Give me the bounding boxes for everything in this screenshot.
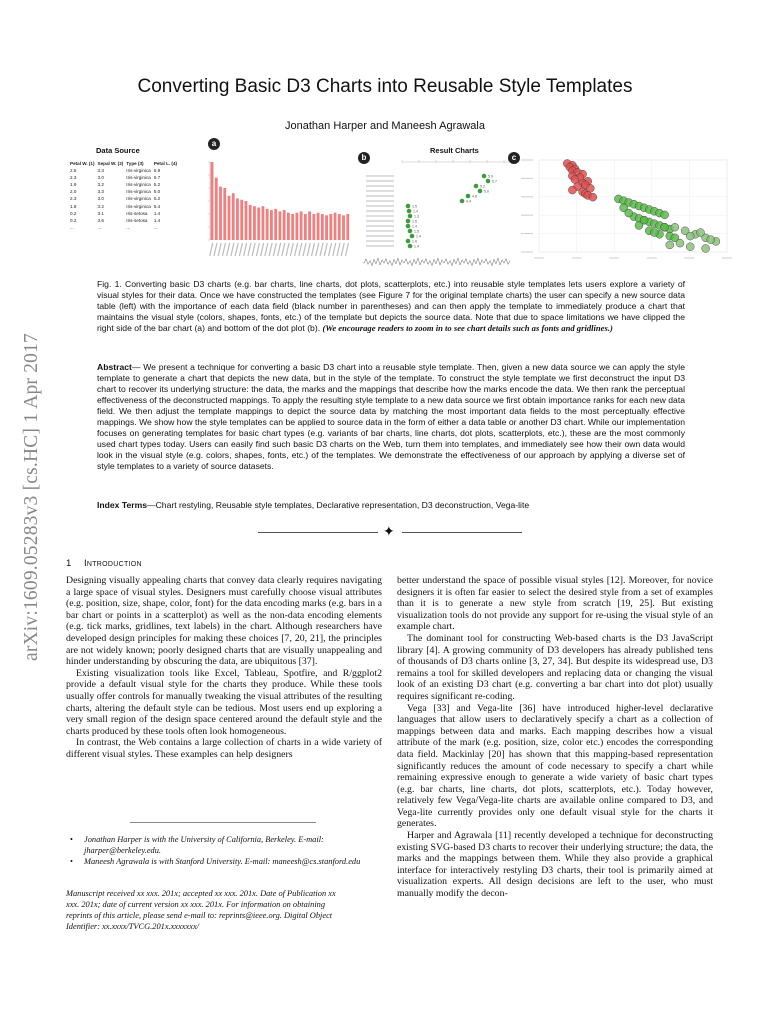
paragraph: better understand the space of possible visual styles [12]. Moreover, for novice designers it is often far easier to select the desired style from a set of examples than it is to generate a new style from scratch [19, 25]. But existing visualization tools do not provide any support for re-using the visual style of an example chart. xyxy=(397,575,713,633)
footnote-bullet-1 xyxy=(70,834,380,856)
scatter-point-setosa xyxy=(571,175,579,183)
table-row xyxy=(70,167,180,174)
scatter-point-virginica xyxy=(686,232,694,240)
table-cell: 3.3 xyxy=(97,168,104,174)
abstract xyxy=(97,362,685,472)
index-terms-label: Index Terms xyxy=(97,500,147,510)
bar-tick-label-mark xyxy=(316,243,319,256)
bar-tick-label-mark xyxy=(324,243,327,256)
separator-line-left xyxy=(258,532,378,533)
bar xyxy=(304,214,307,240)
table-cell: 2.5 xyxy=(70,168,77,174)
table-cell: 5.7 xyxy=(153,175,161,181)
bar-tick-label-mark xyxy=(345,243,348,256)
paragraph: In contrast, the Web contains a large collection of charts in a wide variety of different visual styles. These examples can help designers xyxy=(66,737,382,760)
section-title: Introduction xyxy=(83,558,142,569)
paragraph: Designing visually appealing charts that convey data clearly requires navigating a large space of visual styles. Designers must carefully choose visual attributes (e.g. position, size, shape, color, font) for the data encoding marks (e.g. bars in a bar chart or points in a scatterplot) as well as the non-data encoding elements (e.g. tick marks, gridlines, text labels) in the chart. Although researchers have developed design principles for making these choices [7, 20, 21], the principles are not widely known; poorly designed charts that are visually unappealing and hinder understanding by obscuring the data, are ubiquitous [37]. xyxy=(66,575,382,668)
badge-a: a xyxy=(208,138,220,150)
paragraph: Vega [33] and Vega-lite [36] have introduced higher-level declarative languages that allow users to declaratively specify a chart as a collection of mappings between data and marks. Each mapping describes how a visual attribute of the mark (e.g. position, size, color etc.) encodes the corresponding data field. Mackinlay [20] has shown that this mapping-based representation significantly reduces the amount of code necessary to specify a chart while remaining expressive enough to generate a wide variety of basic chart types (e.g. bar charts, line charts, dot plots, scatterplots, etc.). Today however, relatively few Vega/Vega-lite charts are available online compared to D3, and Vega-lite currently provides only one default visual style for the charts it generates. xyxy=(397,702,713,830)
dot xyxy=(486,179,491,184)
bar-tick-label-mark xyxy=(320,243,323,256)
table-header-row xyxy=(70,160,180,167)
table-cell: 2.0 xyxy=(70,189,77,195)
bar xyxy=(262,206,265,240)
manuscript-note: Manuscript received xx xxx. 201x; accepted xx xxx. 201x. Date of Publication xx xxx. 201x; date of current version xx xxx. 201x. For information on obtaining reprints of this article, please send e-mail to: reprints@ieee.org. Digital Object Identifier: xx.xxxx/TVCG.201x.xxxxxxx/ xyxy=(66,889,336,931)
table-row xyxy=(70,203,180,210)
scatter-point-versicolor xyxy=(625,209,633,217)
table-cell: Iris-virginica xyxy=(126,189,151,195)
abstract-label: Abstract xyxy=(97,362,132,372)
bar-tick-label-mark xyxy=(282,243,285,256)
table-cell: Iris-virginica xyxy=(126,182,151,188)
index-terms-text: —Chart restyling, Reusable style templates, Declarative representation, D3 deconstruction, Vega-lite xyxy=(147,500,530,510)
bar-tick-label-mark xyxy=(295,243,298,256)
scatter-point-virginica xyxy=(671,223,679,231)
data-source-label: Data Source xyxy=(96,146,140,155)
bar-tick-label-mark xyxy=(278,243,281,256)
footnote-text: Maneesh Agrawala is with Stanford University. E-mail: maneesh@cs.stanford.edu xyxy=(84,857,361,866)
table-cell: ... xyxy=(70,224,74,230)
figure-caption xyxy=(97,279,685,334)
bar-tick-label-mark xyxy=(231,243,234,256)
bar xyxy=(219,187,222,240)
bar xyxy=(232,193,235,240)
bar-tick-label-mark xyxy=(341,243,344,256)
bar xyxy=(338,214,341,240)
bar-tick-label-mark xyxy=(286,243,289,256)
bar xyxy=(270,210,273,240)
bar xyxy=(346,214,349,240)
dot xyxy=(406,239,411,244)
dot xyxy=(474,184,479,189)
scatter-point-virginica xyxy=(676,239,684,247)
footnote-bullet-2 xyxy=(70,856,380,867)
dot-label: 5.7 xyxy=(492,179,497,184)
bar xyxy=(211,162,214,240)
table-cell: 1.8 xyxy=(70,203,77,209)
paragraph: Harper and Agrawala [11] recently developed a technique for deconstructing existing SVG-based D3 charts to recover their underlying structure; the data, the marks and the mappings between them. While they also provide a graphical interface for interactively restyling D3 charts, their tool is primarily aimed at visualization experts. All design decisions are left to the user, who must manually modify the decon- xyxy=(397,830,713,900)
result-charts-label: Result Charts xyxy=(430,146,479,155)
bar-tick-label-mark xyxy=(261,243,264,256)
table-cell: 5.4 xyxy=(153,203,161,209)
bar-tick-label-mark xyxy=(329,243,332,256)
table-cell: Iris-setosa xyxy=(126,217,148,223)
caption-emphasis: (We encourage readers to zoom in to see chart details such as fonts and gridlines.) xyxy=(322,323,613,333)
arxiv-stamp: arXiv:1609.05283v3 [cs.HC] 1 Apr 2017 xyxy=(21,332,42,662)
bar xyxy=(317,213,320,240)
bar xyxy=(266,209,269,240)
table-cell: 3.2 xyxy=(97,203,104,209)
table-cell: 3.2 xyxy=(97,182,104,188)
table-cell: 2.3 xyxy=(70,196,77,202)
bar-tick-label-mark xyxy=(244,243,247,256)
scatter-point-virginica xyxy=(702,244,710,252)
bar xyxy=(223,188,226,240)
bar-tick-label-mark xyxy=(290,243,293,256)
table-cell: 3.3 xyxy=(97,189,104,195)
bar xyxy=(278,211,281,240)
dot-label: 5.0 xyxy=(484,189,489,194)
bar-tick-label-mark xyxy=(256,243,259,256)
left-column xyxy=(66,575,382,761)
scatter-point-versicolor xyxy=(661,211,669,219)
dot-label: 1.4 xyxy=(416,234,421,239)
bar xyxy=(321,214,324,240)
table-header: Petal W. (1) xyxy=(70,161,95,166)
table-cell: 3.0 xyxy=(97,175,104,181)
bar xyxy=(215,178,218,240)
bar-tick-label-mark xyxy=(235,243,238,256)
bar xyxy=(295,213,298,240)
dot xyxy=(460,199,465,204)
scatter-point-virginica xyxy=(686,243,694,251)
bar-tick-label-mark xyxy=(269,243,272,256)
table-cell: 3.1 xyxy=(97,210,104,216)
paragraph: The dominant tool for constructing Web-based charts is the D3 JavaScript library [4]. A growing community of D3 developers has already published tens of thousands of D3 charts online [3, 27, 34]. But despite its widespread use, D3 remains a tool for skilled developers and replacing data or changing the visual look of an existing D3 chart (e.g. converting a bar chart into dot plot) usually requires significant re-coding. xyxy=(397,632,713,702)
abstract-text: — We present a technique for converting a basic D3 chart into a reusable style template. Then, given a new data source we can apply the style template to generate a chart that depicts the new data, but in the style of the template. To construct the style template we first deconstruct the input D3 chart to recover its underlying structure: the data, the marks and the mappings that describe how the marks encode the data. We then rank the perceptual effectiveness of the deconstructed mappings. To apply the resulting style template to a new data source we first obtain importance ranks for each new data field. We then adjust the template mappings to depict the source data by matching the most important data fields to the most perceptually effective mappings. We show how the style templates can be applied to source data in the form of either a data table or another D3 chart. While our implementation focuses on generating templates for basic chart types (e.g. variants of bar charts, line charts, dot plots, scatterplots, etc.), these are the most commonly used chart types today. Users can easily find such basic D3 charts on the Web, turn them into templates, and immediately see how their own data would look in the visual style (e.g. colors, shapes, fonts, etc.) of the templates. We demonstrate the effectiveness of our approach by applying a diverse set of style templates to a variety of source datasets. xyxy=(97,362,685,471)
bar-chart-a xyxy=(202,158,354,260)
bar-tick-label-mark xyxy=(227,243,230,256)
table-cell: ... xyxy=(126,224,131,230)
footnote-text: Jonathan Harper is with the University of California, Berkeley. E-mail: jharper@berkeley.edu. xyxy=(84,835,324,855)
paper-title: Converting Basic D3 Charts into Reusable Style Templates xyxy=(137,76,633,97)
bar xyxy=(249,205,252,240)
index-terms xyxy=(97,500,685,511)
dot-label: 1.6 xyxy=(412,219,417,224)
bar-tick-label-mark xyxy=(299,243,302,256)
bar xyxy=(329,214,332,240)
bar xyxy=(253,206,256,240)
dot xyxy=(407,209,412,214)
author-footnotes xyxy=(70,834,380,867)
scatter-point-versicolor xyxy=(650,229,658,237)
table-cell: Iris-setosa xyxy=(126,210,148,216)
bar-tick-label-mark xyxy=(307,243,310,256)
dot-label: 5.9 xyxy=(488,174,493,179)
bar xyxy=(245,201,248,240)
bar xyxy=(291,214,294,240)
table-cell: 5.2 xyxy=(153,196,161,202)
bullet-icon: • xyxy=(70,857,73,866)
diamond-icon: ✦ xyxy=(383,524,395,540)
dot-label: 1.4 xyxy=(412,224,417,229)
dot-label: 5.2 xyxy=(480,184,485,189)
bar xyxy=(334,213,337,240)
dot xyxy=(478,189,483,194)
bar xyxy=(342,215,345,240)
bar-tick-label-mark xyxy=(337,243,340,256)
table-row xyxy=(70,224,180,231)
table-cell: 1.4 xyxy=(153,217,161,223)
table-row xyxy=(70,174,180,181)
table-cell: Iris-virginica xyxy=(126,203,151,209)
table-cell: 0.2 xyxy=(70,217,77,223)
dot-plot-b xyxy=(362,158,512,270)
dot-label: 4.4 xyxy=(466,199,471,204)
scatter-point-versicolor xyxy=(661,223,669,231)
table-cell: 1.9 xyxy=(70,182,77,188)
caption-text: Fig. 1. Converting basic D3 charts (e.g. bar charts, line charts, dot plots, scatterplots, etc.) into reusable style templates lets users explore a variety of visual styles for their data. Once we have constructed the templates (see Figure 7 for the original template charts) the user can specify a new source data table (left) with the importance of each data field (black number in parentheses) and can then apply the template to immediately produce a chart that maintains the visual style (colors, shapes, fonts, etc.) of the template but depicts the source data. Note that due to space limitations we have clipped the right side of the bar chart (a) and bottom of the dot plot (b). xyxy=(97,279,685,333)
right-column xyxy=(397,575,713,900)
table-cell: ... xyxy=(97,224,102,230)
dot xyxy=(408,244,413,249)
bar xyxy=(274,209,277,240)
section-number: 1 xyxy=(66,558,72,569)
scatter-point-virginica xyxy=(666,241,674,249)
table-header: Type (3) xyxy=(126,161,144,166)
table-row xyxy=(70,195,180,202)
scatter-point-setosa xyxy=(589,193,597,201)
data-table xyxy=(70,160,180,231)
dot xyxy=(406,219,411,224)
bar-tick-label-mark xyxy=(222,243,225,256)
table-cell: 1.4 xyxy=(153,210,161,216)
footnote-rule xyxy=(130,822,316,823)
table-cell: Iris-virginica xyxy=(126,175,151,181)
paper-authors: Jonathan Harper and Maneesh Agrawala xyxy=(285,120,485,132)
table-header: Sepal W. (2) xyxy=(97,161,124,166)
table-header: Petal L. (4) xyxy=(153,161,178,166)
dot-label: 4.8 xyxy=(472,194,477,199)
table-row xyxy=(70,181,180,188)
paragraph: Existing visualization tools like Excel, Tableau, Spotfire, and R/ggplot2 provide a default visual style for the charts they produce. While these tools usually offer controls for manually tweaking the visual attributes of the resulting charts, altering the default style can be tedious. Most users end up exploring a very small region of the design space centered around the default style and the charts produced by these tools often look homogeneous. xyxy=(66,667,382,737)
bar-tick-label-mark xyxy=(210,243,213,256)
table-cell: 0.2 xyxy=(70,210,77,216)
bar xyxy=(228,196,231,240)
table-cell: 2.3 xyxy=(70,175,77,181)
badge-c: c xyxy=(508,152,520,164)
table-cell: 5.0 xyxy=(153,189,161,195)
dot xyxy=(408,229,413,234)
scatter-point-setosa xyxy=(568,186,576,194)
bar-tick-label-mark xyxy=(333,243,336,256)
table-cell: 3.6 xyxy=(97,217,104,223)
bar-tick-label-mark xyxy=(273,243,276,256)
table-row xyxy=(70,210,180,217)
bar-tick-label-mark xyxy=(303,243,306,256)
table-row xyxy=(70,188,180,195)
table-row xyxy=(70,217,180,224)
dot-label: 1.5 xyxy=(414,229,419,234)
badge-b: b xyxy=(358,152,370,164)
bar-tick-label-mark xyxy=(248,243,251,256)
bar xyxy=(240,200,243,240)
bar xyxy=(308,211,311,240)
clipped-edge-squiggle xyxy=(364,258,510,266)
bar xyxy=(300,211,303,240)
dot xyxy=(482,174,487,179)
dot xyxy=(410,234,415,239)
separator-line-right xyxy=(402,532,522,533)
bar xyxy=(287,213,290,240)
scatter-point-virginica xyxy=(697,229,705,237)
dot-label: 1.4 xyxy=(413,209,418,214)
bar-tick-label-mark xyxy=(312,243,315,256)
dot xyxy=(408,214,413,219)
source-data-table xyxy=(70,160,200,231)
dot xyxy=(466,194,471,199)
scatter-point-versicolor xyxy=(640,216,648,224)
bar-tick-label-mark xyxy=(218,243,221,256)
dot-label: 1.3 xyxy=(414,214,419,219)
table-cell: Iris-virginica xyxy=(126,168,151,174)
bar xyxy=(283,210,286,240)
figure-1 xyxy=(62,140,732,270)
section-heading xyxy=(66,558,142,569)
table-cell: 5.2 xyxy=(153,182,161,188)
scatterplot-c xyxy=(517,156,732,262)
table-cell: 5.9 xyxy=(153,168,161,174)
bar xyxy=(236,198,239,240)
dot-label: 1.6 xyxy=(412,239,417,244)
dot-label: 1.5 xyxy=(412,204,417,209)
scatter-point-virginica xyxy=(707,236,715,244)
table-cell: ... xyxy=(153,224,158,230)
bar-tick-label-mark xyxy=(214,243,217,256)
table-cell: 3.0 xyxy=(97,196,104,202)
dot xyxy=(406,224,411,229)
bar xyxy=(257,208,260,241)
dot xyxy=(406,204,411,209)
dot-label: 1.4 xyxy=(414,244,419,249)
bar-tick-label-mark xyxy=(239,243,242,256)
bar-tick-label-mark xyxy=(252,243,255,256)
bar xyxy=(325,215,328,240)
bar xyxy=(312,214,315,240)
bullet-icon: • xyxy=(70,835,73,844)
table-cell: Iris-virginica xyxy=(126,196,151,202)
bar-tick-label-mark xyxy=(265,243,268,256)
